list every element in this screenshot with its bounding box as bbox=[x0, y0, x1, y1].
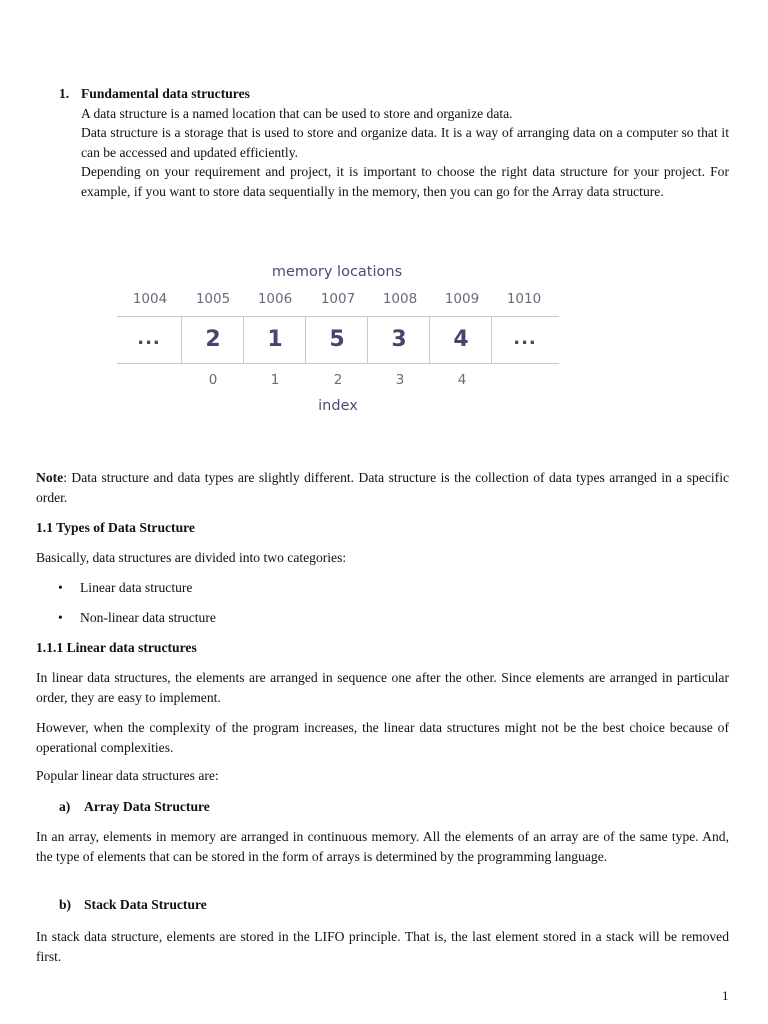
section-heading: Fundamental data structures bbox=[81, 86, 250, 101]
array-label: a) bbox=[59, 799, 71, 814]
index-number: 3 bbox=[395, 372, 405, 388]
cell-value: 2 bbox=[205, 327, 221, 352]
address-label: 1008 bbox=[382, 291, 418, 307]
cell-value: 5 bbox=[329, 327, 345, 352]
memory-cell bbox=[305, 317, 368, 363]
linear-paragraph-3: Popular linear data structures are: bbox=[36, 768, 219, 783]
stack-paragraph: In stack data structure, elements are stored in the LIFO principle. That is, the last element stored in a stack will be removed first. bbox=[36, 929, 729, 964]
bullet-text: Non-linear data structure bbox=[80, 610, 216, 625]
diagram-title: memory locations bbox=[271, 264, 403, 280]
bullet-text: Linear data structure bbox=[80, 580, 193, 595]
cell-value: 3 bbox=[391, 327, 407, 352]
section-fundamental bbox=[59, 84, 729, 201]
linear-paragraph-2: However, when the complexity of the program increases, the linear data structures might not be the best choice because of operational complexities. bbox=[36, 720, 729, 755]
address-label: 1006 bbox=[257, 291, 293, 307]
page-number: 1 bbox=[722, 988, 729, 1003]
stack-label: b) bbox=[59, 897, 72, 912]
ellipsis-left: ... bbox=[137, 328, 161, 349]
bullet-dot: • bbox=[58, 580, 63, 595]
memory-cell bbox=[429, 317, 492, 363]
ellipsis-right: ... bbox=[513, 328, 537, 349]
types-heading: 1.1 Types of Data Structure bbox=[36, 520, 195, 535]
cell-value: 1 bbox=[267, 327, 283, 352]
array-paragraph: In an array, elements in memory are arranged in continuous memory. All the elements of an array are of the same type. And, the type of elements that can be stored in the form of arrays is determined by the programming language. bbox=[36, 829, 729, 864]
address-label: 1009 bbox=[444, 291, 480, 307]
memory-cell bbox=[367, 317, 430, 363]
memory-diagram bbox=[0, 255, 768, 425]
index-label: index bbox=[318, 398, 358, 414]
index-number: 0 bbox=[208, 372, 218, 388]
address-label: 1010 bbox=[506, 291, 542, 307]
index-number: 4 bbox=[457, 372, 467, 388]
cell-value: 4 bbox=[453, 327, 469, 352]
index-number: 2 bbox=[333, 372, 343, 388]
bullet-dot: • bbox=[58, 610, 63, 625]
stack-heading bbox=[59, 895, 207, 915]
linear-paragraph-1: In linear data structures, the elements are arranged in sequence one after the other. Since elements are arranged in particular order, they are easy to implement. bbox=[36, 670, 729, 705]
note-text: : Data structure and data types are slightly different. Data structure is the collection of data types arranged in a specific order. bbox=[36, 470, 729, 505]
stack-title: Stack Data Structure bbox=[84, 897, 207, 912]
memory-cell-ellipsis bbox=[117, 317, 181, 363]
address-label: 1004 bbox=[132, 291, 168, 307]
array-title: Array Data Structure bbox=[84, 799, 210, 814]
section-number: 1. bbox=[59, 86, 70, 101]
address-label: 1007 bbox=[320, 291, 356, 307]
array-heading bbox=[59, 797, 210, 817]
note-label: Note bbox=[36, 470, 64, 485]
memory-cell bbox=[243, 317, 306, 363]
paragraph-definition: A data structure is a named location that can be used to store and organize data. bbox=[81, 105, 513, 121]
address-label: 1005 bbox=[195, 291, 231, 307]
types-intro: Basically, data structures are divided into two categories: bbox=[36, 550, 347, 565]
index-number: 1 bbox=[270, 372, 280, 388]
paragraph-requirement: Depending on your requirement and project, it is important to choose the right data structure for your project. For example, if you want to store data sequentially in the memory, then you can go for the Array data structure. bbox=[81, 164, 729, 199]
linear-heading: 1.1.1 Linear data structures bbox=[36, 640, 197, 655]
note-paragraph bbox=[36, 468, 729, 507]
memory-cell bbox=[181, 317, 244, 363]
memory-cell-ellipsis bbox=[491, 317, 559, 363]
paragraph-storage: Data structure is a storage that is used to store and organize data. It is a way of arranging data on a computer so that it can be accessed and updated efficiently. bbox=[81, 125, 729, 160]
memory-cells bbox=[117, 316, 559, 364]
